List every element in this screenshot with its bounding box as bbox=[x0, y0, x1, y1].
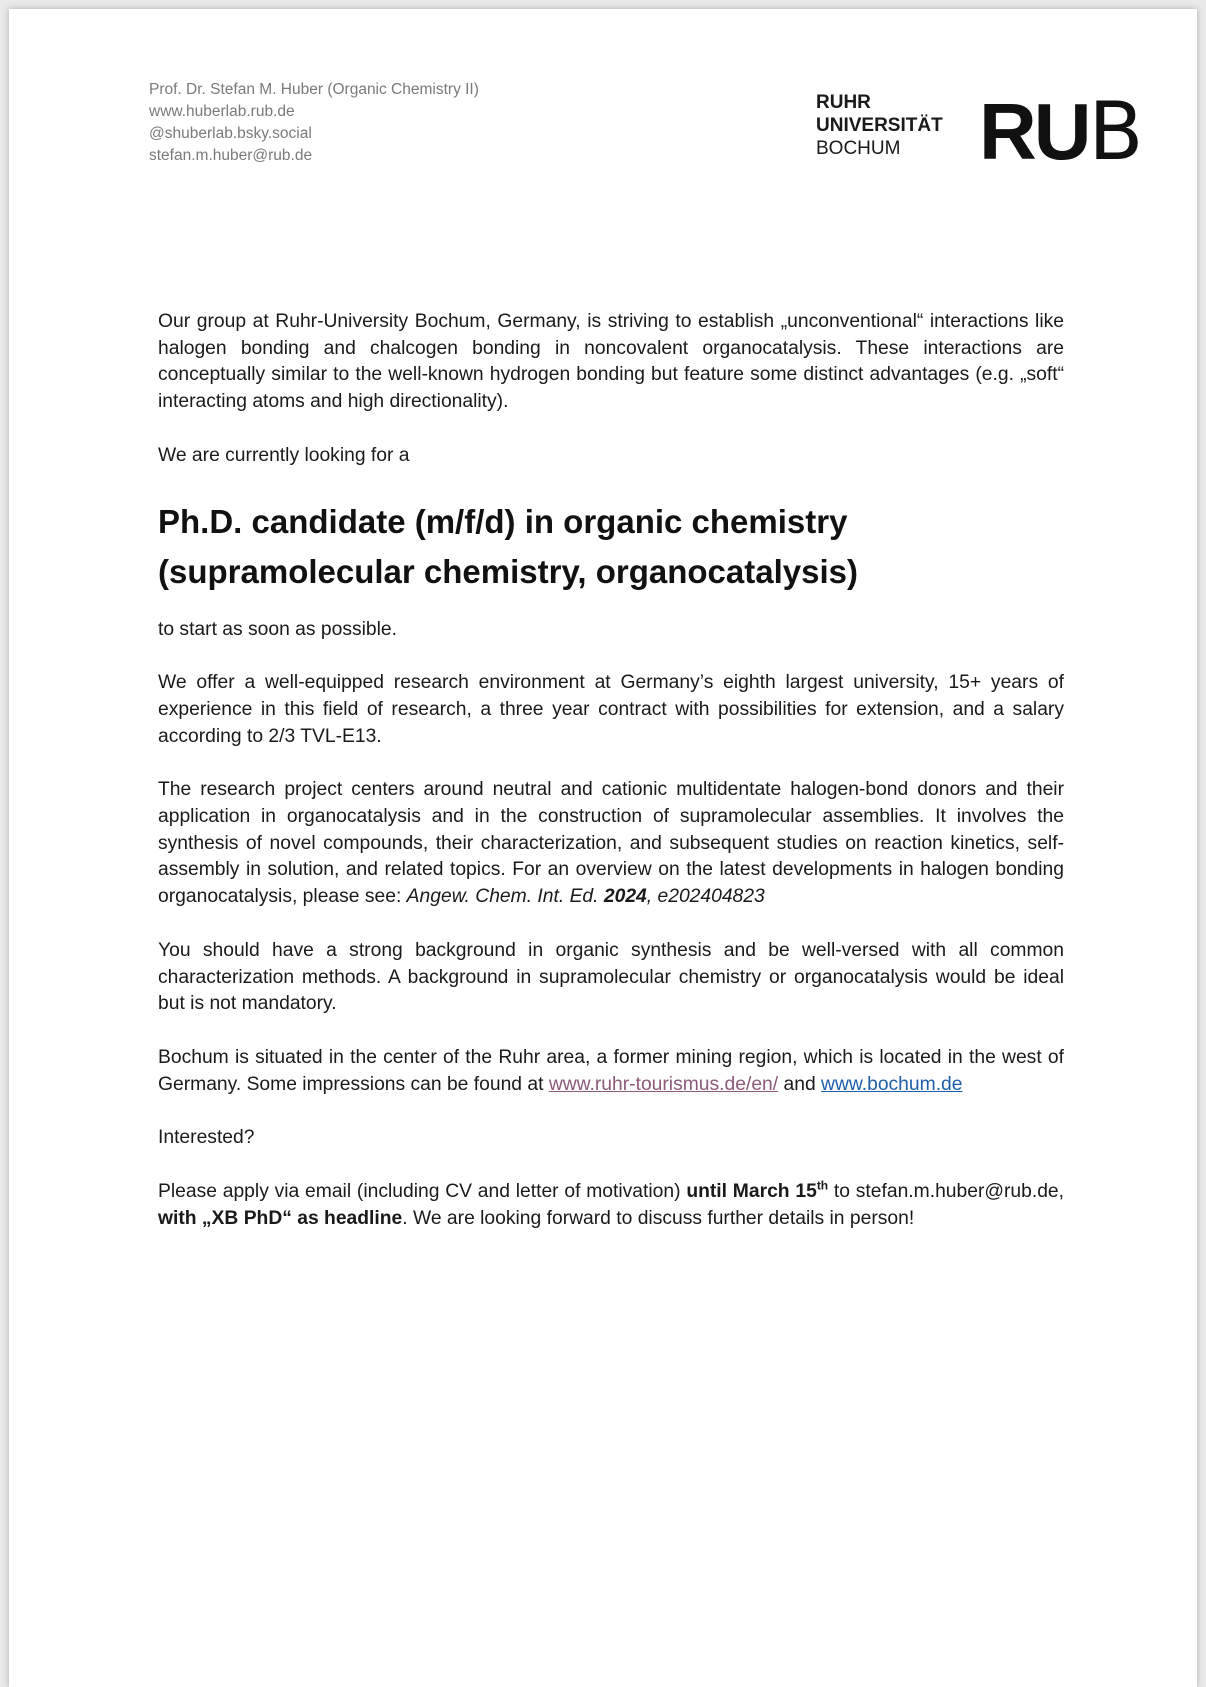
project-text: The research project centers around neutral and cationic multidentate halogen-bond donors and their application in organocatalysis and in the construction of supramolecular assemblies. It involves the synthesis of novel compounds, their characterization, and subsequent studies on reaction kinetics, self-assembly in solution, and related topics. For an overview on the latest developments in halogen bonding organocatalysis, please see: bbox=[158, 779, 1064, 908]
contact-name: Prof. Dr. Stefan M. Huber (Organic Chemistry II) bbox=[149, 81, 479, 98]
apply-headline-note: with „XB PhD“ as headline bbox=[158, 1207, 403, 1229]
logo-line-bochum: BOCHUM bbox=[816, 138, 901, 159]
apply-paragraph bbox=[158, 1179, 1064, 1232]
reference-year: 2024 bbox=[603, 886, 647, 908]
start-line: to start as soon as possible. bbox=[158, 618, 398, 640]
university-logo-text bbox=[816, 91, 943, 160]
logo-line-universitaet: UNIVERSITÄT bbox=[816, 115, 943, 136]
logo-mark-ru: RU bbox=[979, 87, 1089, 176]
location-and: and bbox=[778, 1073, 822, 1095]
reference-id: , e202404823 bbox=[646, 886, 765, 908]
intro-paragraph: Our group at Ruhr-University Bochum, Germany, is striving to establish „unconventional“ interactions like halogen bonding and chalcogen bonding in noncovalent organocatalysis. These interactions are conceptually similar to the well-known hydrogen bonding but feature some distinct advantages (e.g. „soft“ interacting atoms and high directionality). bbox=[158, 311, 1064, 413]
contact-block bbox=[149, 79, 479, 167]
contact-website: www.huberlab.rub.de bbox=[149, 103, 295, 120]
logo-mark-b: B bbox=[1088, 85, 1144, 178]
apply-deadline-text: until March 15 bbox=[686, 1181, 817, 1203]
reference-journal: Angew. Chem. Int. Ed. bbox=[406, 886, 599, 908]
ruhr-tourismus-link[interactable]: www.ruhr-tourismus.de/en/ bbox=[548, 1073, 779, 1095]
position-title-line2: (supramolecular chemistry, organocatalysis) bbox=[158, 552, 858, 590]
bochum-link[interactable]: www.bochum.de bbox=[821, 1073, 963, 1095]
requirements-paragraph: You should have a strong background in organic synthesis and be well-versed with all common characterization methods. A background in supramolecular chemistry or organocatalysis would be ideal but is not mandatory. bbox=[158, 939, 1064, 1015]
looking-for-line: We are currently looking for a bbox=[158, 444, 410, 466]
document-body bbox=[158, 309, 1064, 1259]
offer-paragraph: We offer a well-equipped research environment at Germany’s eighth largest university, 15+ years of experience in this field of research, a three year contract with possibilities for extension, and a salary according to 2/3 TVL-E13. bbox=[158, 672, 1064, 747]
rub-logo-mark bbox=[979, 85, 1144, 178]
contact-email: stefan.m.huber@rub.de bbox=[149, 147, 313, 164]
apply-text-3: . We are looking forward to discuss further details in person! bbox=[402, 1207, 915, 1229]
apply-deadline-sup: th bbox=[816, 1178, 829, 1193]
document-page bbox=[9, 9, 1197, 1687]
project-paragraph bbox=[158, 777, 1064, 911]
apply-deadline bbox=[686, 1178, 829, 1203]
logo-line-ruhr: RUHR bbox=[816, 92, 871, 113]
contact-social: @shuberlab.bsky.social bbox=[149, 125, 312, 142]
position-title-line1: Ph.D. candidate (m/f/d) in organic chemistry bbox=[158, 502, 848, 540]
location-text: Bochum is situated in the center of the Ruhr area, a former mining region, which is located in the west of Germany. Some impressions can be found at bbox=[158, 1046, 1064, 1095]
apply-text-2: to stefan.m.huber@rub.de, bbox=[828, 1181, 1064, 1203]
interested-line: Interested? bbox=[158, 1127, 255, 1149]
position-title bbox=[158, 497, 1064, 597]
apply-text-1: Please apply via email (including CV and letter of motivation) bbox=[158, 1181, 687, 1203]
location-paragraph bbox=[158, 1045, 1064, 1098]
